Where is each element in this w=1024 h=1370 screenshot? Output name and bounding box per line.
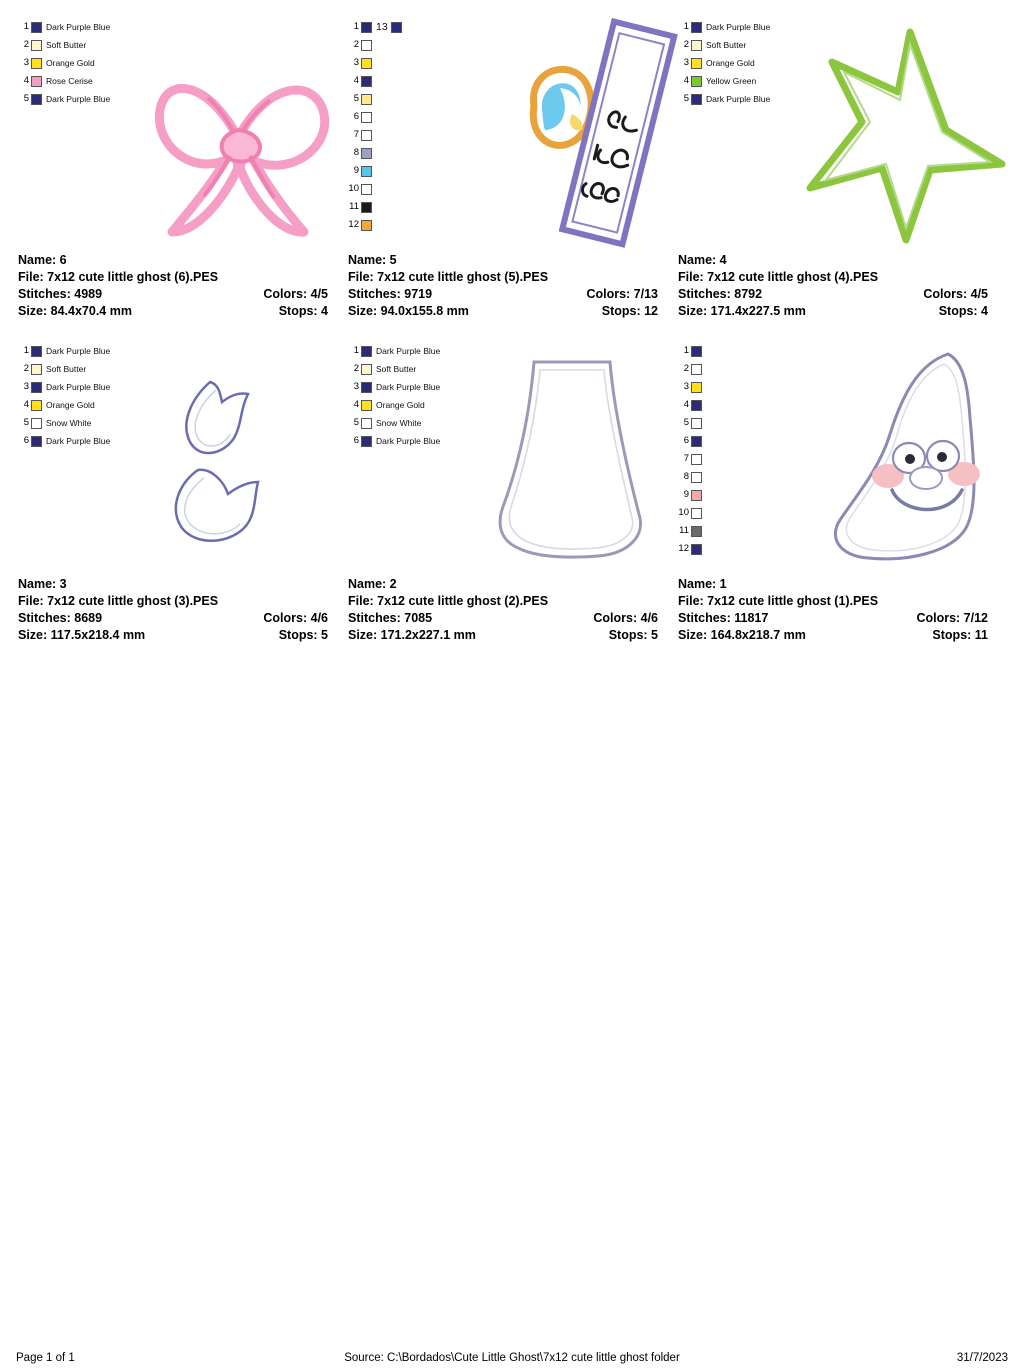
design-colors: Colors: 4/5 (923, 287, 988, 301)
color-swatch (31, 22, 42, 33)
color-swatch-secondary (391, 22, 402, 33)
color-index: 1 (683, 345, 689, 356)
color-row (348, 342, 478, 360)
color-row (18, 396, 148, 414)
design-stops: Stops: 4 (278, 304, 328, 318)
color-index: 2 (353, 363, 359, 374)
design-name: Name: 6 (18, 253, 67, 267)
design-colors: Colors: 7/12 (916, 611, 988, 625)
design-size: Size: 164.8x218.7 mm (678, 628, 806, 642)
color-index: 5 (683, 93, 689, 104)
color-index: 3 (353, 381, 359, 392)
color-swatch (691, 472, 702, 483)
color-swatch (691, 94, 702, 105)
design-stitches: Stitches: 9719 (348, 287, 433, 301)
color-index: 5 (353, 417, 359, 428)
color-swatch (31, 346, 42, 357)
color-label: Dark Purple Blue (706, 94, 771, 104)
color-index: 6 (353, 111, 359, 122)
design-card-1 (678, 342, 1008, 644)
design-stitches: Stitches: 8689 (18, 611, 103, 625)
color-row (18, 378, 148, 396)
color-swatch (361, 418, 372, 429)
color-index: 11 (679, 525, 689, 536)
color-row (678, 486, 808, 504)
color-index: 10 (678, 507, 689, 518)
color-row (678, 450, 808, 468)
color-row (678, 90, 808, 108)
color-row (348, 18, 478, 36)
star-design-image (798, 18, 1008, 250)
color-label: Soft Butter (46, 364, 87, 374)
color-swatch (691, 364, 702, 375)
color-index: 1 (23, 345, 29, 356)
design-name: Name: 1 (678, 577, 727, 591)
design-meta-1 (678, 574, 996, 644)
color-index: 3 (353, 57, 359, 68)
color-index: 2 (23, 363, 29, 374)
color-row (678, 360, 808, 378)
design-name: Name: 2 (348, 577, 397, 591)
color-row (18, 54, 148, 72)
source-path: Source: C:\Bordados\Cute Little Ghost\7x12 cute little ghost folder (344, 1352, 680, 1364)
design-file: File: 7x12 cute little ghost (1).PES (678, 594, 879, 608)
design-art-area (18, 18, 348, 250)
color-index: 5 (23, 93, 29, 104)
color-list-2 (348, 342, 478, 450)
color-swatch (691, 346, 702, 357)
color-swatch (361, 400, 372, 411)
design-file: File: 7x12 cute little ghost (4).PES (678, 270, 879, 284)
color-swatch (361, 148, 372, 159)
color-swatch (691, 436, 702, 447)
design-art-area (678, 18, 1008, 250)
design-stitches: Stitches: 7085 (348, 611, 433, 625)
design-size: Size: 84.4x70.4 mm (18, 304, 132, 318)
color-label: Rose Cerise (46, 76, 93, 86)
color-swatch (31, 436, 42, 447)
color-index: 2 (683, 39, 689, 50)
color-swatch (691, 400, 702, 411)
color-row (348, 198, 478, 216)
design-stops: Stops: 4 (938, 304, 988, 318)
color-index: 9 (353, 165, 359, 176)
color-row (678, 414, 808, 432)
color-swatch (361, 94, 372, 105)
color-row (18, 90, 148, 108)
color-swatch (31, 94, 42, 105)
color-index: 3 (23, 381, 29, 392)
color-swatch (31, 364, 42, 375)
color-swatch (361, 112, 372, 123)
color-index: 4 (353, 399, 359, 410)
color-label: 13 (376, 21, 388, 33)
color-index: 1 (23, 21, 29, 32)
color-row (678, 18, 808, 36)
color-label: Dark Purple Blue (46, 22, 111, 32)
color-index: 4 (353, 75, 359, 86)
color-label: Yellow Green (706, 76, 757, 86)
color-row (18, 414, 148, 432)
design-card-5 (348, 18, 678, 320)
banner-design-image (468, 18, 678, 250)
color-index: 6 (683, 435, 689, 446)
color-row (348, 108, 478, 126)
design-file: File: 7x12 cute little ghost (3).PES (18, 594, 219, 608)
color-label: Orange Gold (376, 400, 425, 410)
color-row (678, 54, 808, 72)
color-swatch (691, 490, 702, 501)
design-stitches: Stitches: 8792 (678, 287, 763, 301)
color-row (678, 540, 808, 558)
color-index: 12 (348, 219, 359, 230)
design-size: Size: 117.5x218.4 mm (18, 628, 146, 642)
color-index: 4 (683, 399, 689, 410)
color-label: Dark Purple Blue (46, 436, 111, 446)
design-meta-2 (348, 574, 666, 644)
design-stops: Stops: 5 (278, 628, 328, 642)
color-row (348, 378, 478, 396)
color-index: 12 (678, 543, 689, 554)
ghost-design-image (798, 342, 1008, 574)
design-stitches: Stitches: 4989 (18, 287, 103, 301)
design-size: Size: 171.4x227.5 mm (678, 304, 806, 318)
color-swatch (361, 382, 372, 393)
color-label: Snow White (376, 418, 422, 428)
design-name: Name: 5 (348, 253, 397, 267)
color-row (348, 72, 478, 90)
body-design-image (468, 342, 678, 574)
color-list-5 (348, 18, 478, 234)
color-row (348, 144, 478, 162)
color-row (18, 72, 148, 90)
color-row (348, 216, 478, 234)
color-swatch (691, 22, 702, 33)
color-row (348, 126, 478, 144)
color-row (348, 432, 478, 450)
color-index: 4 (23, 75, 29, 86)
color-label: Dark Purple Blue (376, 382, 441, 392)
color-label: Soft Butter (376, 364, 417, 374)
color-row (348, 36, 478, 54)
color-swatch (361, 76, 372, 87)
color-label: Dark Purple Blue (46, 382, 111, 392)
color-index: 5 (353, 93, 359, 104)
design-name: Name: 3 (18, 577, 67, 591)
color-row (348, 414, 478, 432)
color-index: 4 (683, 75, 689, 86)
color-index: 5 (683, 417, 689, 428)
design-colors: Colors: 4/6 (263, 611, 328, 625)
color-list-6 (18, 18, 148, 108)
color-row (348, 54, 478, 72)
design-stops: Stops: 12 (601, 304, 658, 318)
color-label: Dark Purple Blue (376, 346, 441, 356)
color-index: 8 (353, 147, 359, 158)
color-swatch (31, 76, 42, 87)
color-row (678, 378, 808, 396)
color-swatch (31, 418, 42, 429)
color-row (678, 342, 808, 360)
color-swatch (361, 40, 372, 51)
color-index: 3 (683, 57, 689, 68)
design-colors: Colors: 4/5 (263, 287, 328, 301)
design-card-4 (678, 18, 1008, 320)
color-index: 4 (23, 399, 29, 410)
design-art-area (348, 18, 678, 250)
color-label: Soft Butter (46, 40, 87, 50)
page-number: Page 1 of 1 (16, 1352, 75, 1364)
color-row (678, 36, 808, 54)
color-index: 9 (683, 489, 689, 500)
design-art-area (348, 342, 678, 574)
color-swatch (361, 166, 372, 177)
design-grid (18, 18, 1008, 644)
color-index: 7 (353, 129, 359, 140)
color-row (18, 360, 148, 378)
color-swatch (361, 58, 372, 69)
color-index: 8 (683, 471, 689, 482)
design-size: Size: 171.2x227.1 mm (348, 628, 476, 642)
color-swatch (361, 184, 372, 195)
row-spacer (18, 320, 1008, 342)
color-index: 3 (23, 57, 29, 68)
design-size: Size: 94.0x155.8 mm (348, 304, 469, 318)
color-label: Soft Butter (706, 40, 747, 50)
color-index: 6 (23, 435, 29, 446)
color-row (18, 36, 148, 54)
color-list-4 (678, 18, 808, 108)
color-row (678, 396, 808, 414)
print-date: 31/7/2023 (956, 1352, 1008, 1364)
color-swatch (691, 382, 702, 393)
color-row (18, 18, 148, 36)
color-swatch (691, 508, 702, 519)
color-swatch (691, 454, 702, 465)
color-swatch (361, 346, 372, 357)
design-meta-3 (18, 574, 336, 644)
design-colors: Colors: 4/6 (593, 611, 658, 625)
design-meta-6 (18, 250, 336, 320)
design-stops: Stops: 11 (932, 628, 988, 642)
design-card-3 (18, 342, 348, 644)
color-row (348, 162, 478, 180)
design-stitches: Stitches: 11817 (678, 611, 769, 625)
color-index: 11 (349, 201, 359, 212)
color-index: 5 (23, 417, 29, 428)
color-label: Dark Purple Blue (376, 436, 441, 446)
color-swatch (31, 382, 42, 393)
color-index: 1 (683, 21, 689, 32)
color-swatch (361, 22, 372, 33)
color-swatch (691, 526, 702, 537)
bow-design-image (138, 18, 348, 250)
color-swatch (691, 58, 702, 69)
arms-design-image (138, 342, 348, 574)
color-row (678, 432, 808, 450)
color-swatch (361, 364, 372, 375)
color-row (678, 504, 808, 522)
color-row (348, 90, 478, 108)
color-label: Orange Gold (46, 58, 95, 68)
color-swatch (691, 40, 702, 51)
design-art-area (18, 342, 348, 574)
color-index: 7 (683, 453, 689, 464)
color-index: 1 (353, 345, 359, 356)
design-name: Name: 4 (678, 253, 727, 267)
design-colors: Colors: 7/13 (586, 287, 658, 301)
color-swatch (361, 220, 372, 231)
design-file: File: 7x12 cute little ghost (6).PES (18, 270, 219, 284)
color-label: Orange Gold (706, 58, 755, 68)
color-row (348, 396, 478, 414)
color-swatch (361, 436, 372, 447)
color-index: 2 (353, 39, 359, 50)
color-label: Dark Purple Blue (46, 94, 111, 104)
design-stops: Stops: 5 (608, 628, 658, 642)
color-swatch (361, 202, 372, 213)
color-swatch (691, 418, 702, 429)
color-row (678, 522, 808, 540)
color-swatch (31, 58, 42, 69)
color-label: Orange Gold (46, 400, 95, 410)
color-label: Dark Purple Blue (46, 346, 111, 356)
design-meta-5 (348, 250, 666, 320)
color-row (348, 180, 478, 198)
design-art-area (678, 342, 1008, 574)
design-file: File: 7x12 cute little ghost (2).PES (348, 594, 549, 608)
color-index: 6 (353, 435, 359, 446)
color-row (678, 468, 808, 486)
color-swatch (31, 40, 42, 51)
design-meta-4 (678, 250, 996, 320)
color-row (348, 360, 478, 378)
color-list-1 (678, 342, 808, 558)
color-label: Snow White (46, 418, 92, 428)
color-swatch (31, 400, 42, 411)
design-card-2 (348, 342, 678, 644)
color-row (18, 342, 148, 360)
color-index: 3 (683, 381, 689, 392)
color-row (678, 72, 808, 90)
design-card-6 (18, 18, 348, 320)
color-index: 2 (23, 39, 29, 50)
color-swatch (361, 130, 372, 141)
color-swatch (691, 544, 702, 555)
design-file: File: 7x12 cute little ghost (5).PES (348, 270, 549, 284)
color-index: 1 (353, 21, 359, 32)
color-swatch (691, 76, 702, 87)
color-label: Dark Purple Blue (706, 22, 771, 32)
color-list-3 (18, 342, 148, 450)
color-index: 2 (683, 363, 689, 374)
color-row (18, 432, 148, 450)
color-index: 10 (348, 183, 359, 194)
